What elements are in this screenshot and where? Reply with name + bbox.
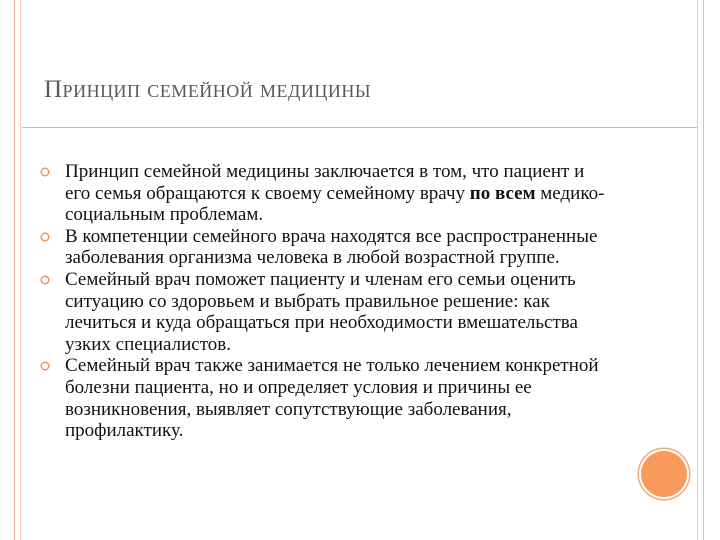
bullet-item-1	[40, 161, 610, 226]
bullet-text-3: Семейный врач поможет пациенту и членам его семьи оценить ситуацию со здоровьем и выбрать правильное решение: как лечиться и куда обращаться при необходимости вмешательства узких специалистов.	[65, 268, 578, 355]
slide-title: Принцип семейной медицины	[44, 76, 372, 103]
title-divider	[22, 127, 698, 128]
orange-circle-icon	[641, 451, 687, 497]
bullet-text-2: В компетенции семейного врача находятся все распространенные заболевания организма человека в любой возрастной группе.	[65, 225, 598, 269]
bullet-text-4: Семейный врач также занимается не только лечением конкретной болезни пациента, но и определяет условия и причины ее возникновения, выявляет сопутствующие заболевания, профилактику.	[65, 355, 599, 442]
circle-outline-icon	[40, 361, 50, 371]
circle-outline-icon	[40, 275, 50, 285]
bullet-item-3	[40, 269, 610, 355]
bullet-text-1b: медико-социальным проблемам.	[65, 182, 605, 226]
bullet-list	[40, 161, 610, 442]
bullet-emphasis: по всем	[469, 182, 536, 204]
circle-outline-icon	[40, 232, 50, 242]
bullet-item-2	[40, 226, 610, 269]
bullet-text-1a: Принцип семейной медицины заключается в том, что пациент и его семья обращаются к своему семейному врачу	[65, 161, 585, 204]
circle-outline-icon	[40, 167, 50, 177]
bullet-item-4	[40, 355, 610, 441]
